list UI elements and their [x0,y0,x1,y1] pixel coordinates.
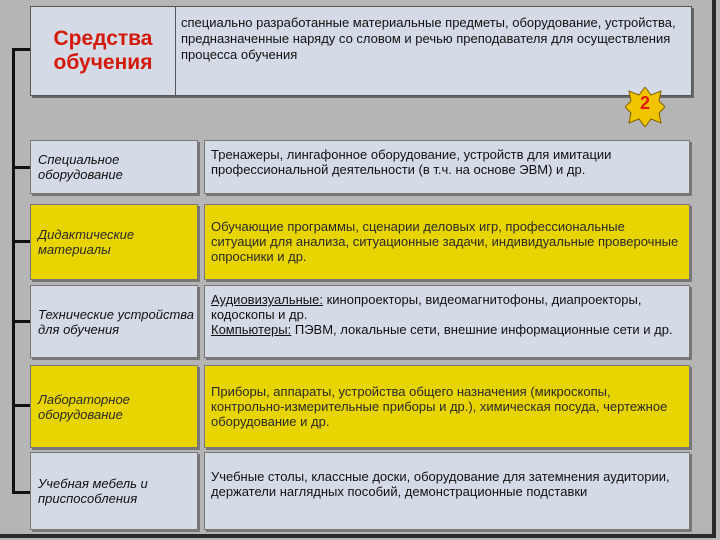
av-label: Аудиовизуальные: [211,292,323,307]
page-title [31,7,176,95]
list-item [30,285,690,358]
definition-box [30,6,692,96]
list-item [30,204,690,280]
title-line-1: Средства [53,27,153,50]
slide-number: 2 [639,93,650,113]
connector-vertical [12,48,15,494]
row-label: Технические устройства для обучения [30,285,198,358]
row-label: Дидактические материалы [30,204,198,280]
connector-branch-5 [12,491,30,494]
computers-text: ПЭВМ, локальные сети, внешние информационные сети и др. [291,322,673,337]
row-label: Специальное оборудование [30,140,198,194]
row-description: Тренажеры, лингафонное оборудование, устройств для имитации профессиональной деятельности (в т.ч. на основе ЭВМ) и др. [204,140,690,194]
av-text: кинопроекторы, видеомагнитофоны, диапроекторы, кодоскопы и др. [211,292,642,322]
row-description: Обучающие программы, сценарии деловых игр, профессиональные ситуации для анализа, ситуационные задачи, индивидуальные проверочные опросники и др. [204,204,690,280]
connector-branch-1 [12,166,30,169]
title-line-2: обучения [53,51,153,74]
slide-number-badge [625,87,665,127]
row-description: Учебные столы, классные доски, оборудование для затемнения аудитории, держатели наглядных пособий, демонстрационные подставки [204,452,690,530]
definition-text: специально разработанные материальные предметы, оборудование, устройства, предназначенные наряду со словом и речью преподавателя для осуществления процесса обучения [181,15,676,62]
row-label: Лабораторное оборудование [30,365,198,448]
row-label: Учебная мебель и приспособления [30,452,198,530]
list-item [30,140,690,194]
row-description: Приборы, аппараты, устройства общего назначения (микроскопы, контрольно-измерительные приборы и др.), химическая посуда, чертежное оборудование и др. [204,365,690,448]
row-description [204,285,690,358]
list-item [30,452,690,530]
computers-label: Компьютеры: [211,322,292,337]
connector-branch-3 [12,320,30,323]
connector-branch-2 [12,240,30,243]
list-item [30,365,690,448]
connector-branch-4 [12,404,30,407]
